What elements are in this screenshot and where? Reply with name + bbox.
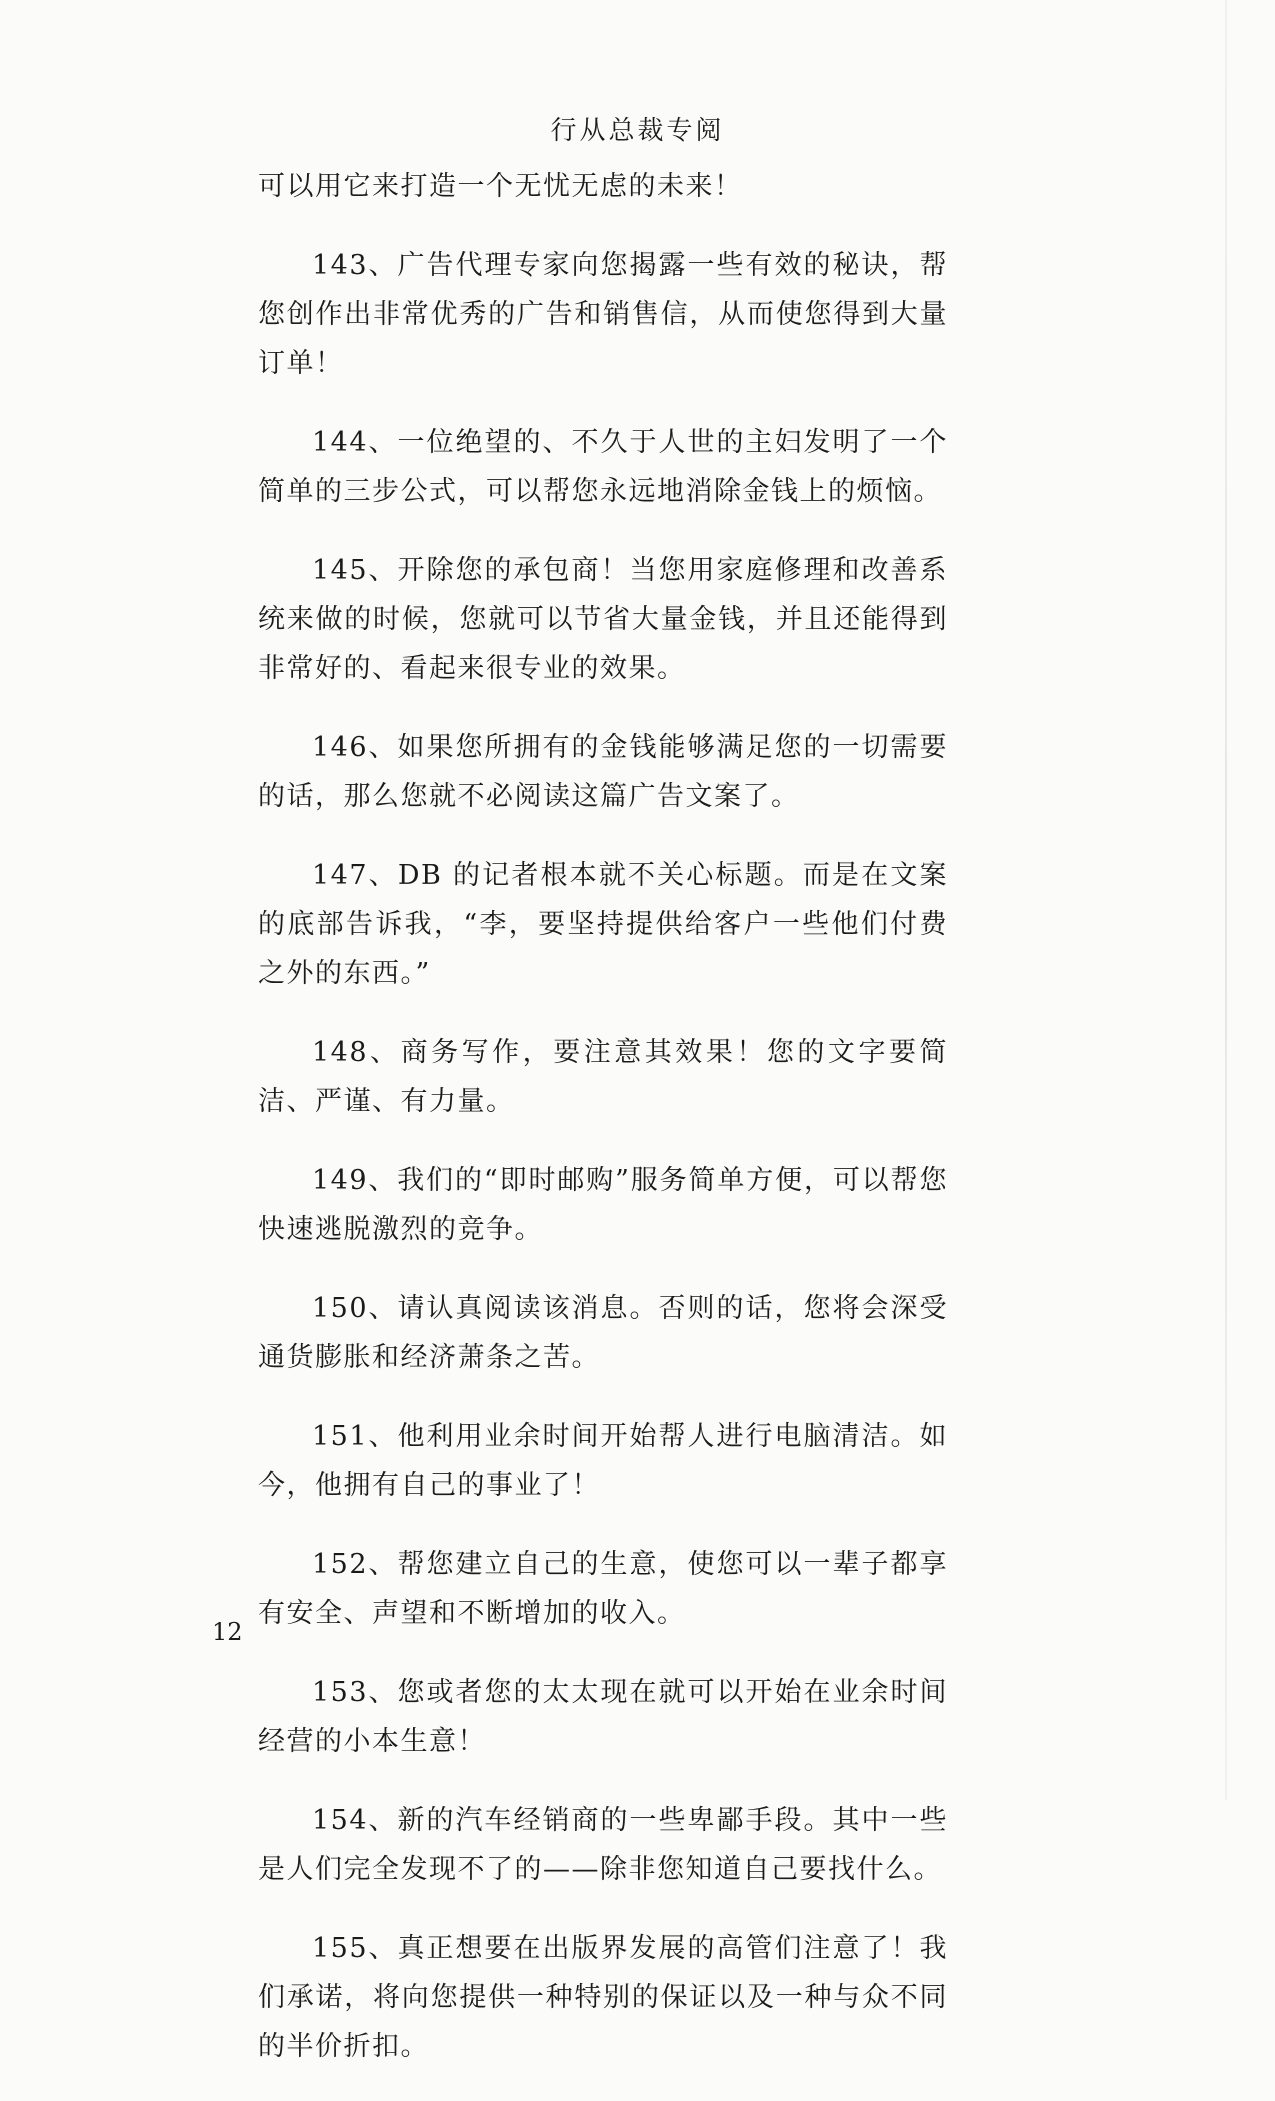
- page-number: 12: [212, 1618, 243, 1646]
- paragraph-144: 144、一位绝望的、不久于人世的主妇发明了一个简单的三步公式，可以帮您永远地消除金钱上的烦恼。: [258, 427, 948, 507]
- paragraph-154: 154、新的汽车经销商的一些卑鄙手段。其中一些是人们完全发现不了的——除非您知道自己要找什么。: [258, 1805, 948, 1885]
- paragraph-147: 147、DB 的记者根本就不关心标题。而是在文案的底部告诉我，“李，要坚持提供给客户一些他们付费之外的东西。”: [258, 860, 948, 989]
- paragraph-151: 151、他利用业余时间开始帮人进行电脑清洁。如今，他拥有自己的事业了！: [258, 1421, 948, 1501]
- paragraph-152: 152、帮您建立自己的生意，使您可以一辈子都享有安全、声望和不断增加的收入。: [258, 1549, 948, 1629]
- running-header: 行从总裁专阅: [550, 116, 725, 146]
- paragraph-153: 153、您或者您的太太现在就可以开始在业余时间经营的小本生意！: [258, 1677, 948, 1757]
- scan-edge-line: [1225, 0, 1227, 1800]
- paragraph-146: 146、如果您所拥有的金钱能够满足您的一切需要的话，那么您就不必阅读这篇广告文案了。: [258, 732, 948, 812]
- paragraph-145: 145、开除您的承包商！当您用家庭修理和改善系统来做的时候，您就可以节省大量金钱，并且还能得到非常好的、看起来很专业的效果。: [258, 555, 948, 684]
- paragraph-143: 143、广告代理专家向您揭露一些有效的秘诀，帮您创作出非常优秀的广告和销售信，从而使您得到大量订单！: [258, 250, 948, 379]
- paragraph-155: 155、真正想要在出版界发展的高管们注意了！我们承诺，将向您提供一种特别的保证以及一种与众不同的半价折扣。: [258, 1933, 948, 2062]
- paragraph-149: 149、我们的“即时邮购”服务简单方便，可以帮您快速逃脱激烈的竞争。: [258, 1165, 948, 1245]
- paragraph-150: 150、请认真阅读该消息。否则的话，您将会深受通货膨胀和经济萧条之苦。: [258, 1293, 948, 1373]
- body-text: [258, 162, 948, 2101]
- paragraph-continuation: 可以用它来打造一个无忧无虑的未来！: [258, 171, 743, 202]
- paragraph-148: 148、商务写作，要注意其效果！您的文字要简洁、严谨、有力量。: [258, 1037, 948, 1117]
